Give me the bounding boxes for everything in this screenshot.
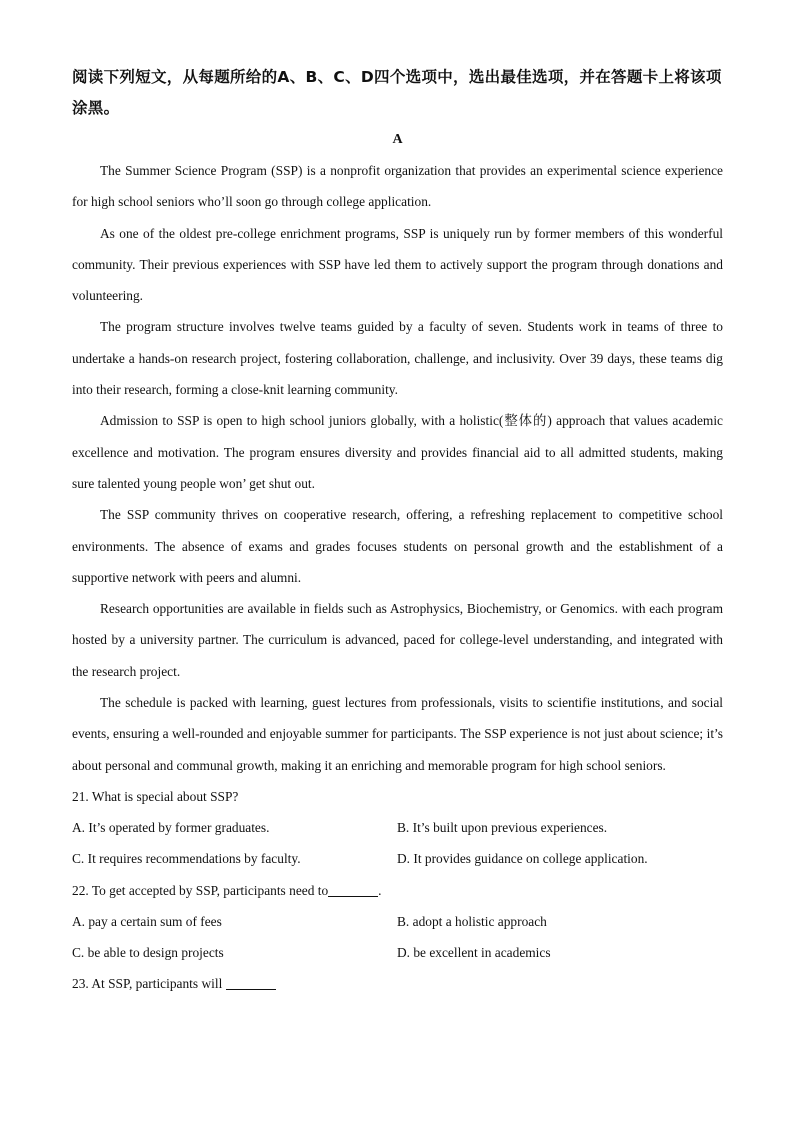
exam-page [72,62,723,999]
option-a: A. pay a certain sum of fees [72,913,222,929]
passage-paragraph: Research opportunities are available in fields such as Astrophysics, Biochemistry, or Genomics. with each program hosted by a university partner. The curriculum is advanced, paced for college-level understanding, and integrated with the research project. [72,601,723,679]
passage [72,155,723,781]
question-stem: 21. What is special about SSP? [72,788,239,804]
question-23 [72,968,723,999]
answer-blank [328,882,378,896]
option-a: A. It’s operated by former graduates. [72,820,270,836]
passage-paragraph: The schedule is packed with learning, guest lectures from professionals, visits to scientifie institutions, and social events, ensuring a well-rounded and enjoyable summer for participants. The SSP experience is not just about science; it’s about personal and communal growth, making it an enriching and memorable program for high school seniors. [72,695,723,773]
question-stem-wrapper: 22. To get accepted by SSP, participants need to . [72,882,382,898]
question-stem: 22. To get accepted by SSP, participants need to [72,882,329,898]
passage-paragraph: Admission to SSP is open to high school juniors globally, with a holistic(整体的) approach that values academic excellence and motivation. The program ensures diversity and provides financial aid to all admitted students, making sure talented young people won’ get shut out. [72,413,723,491]
option-c: C. be able to design projects [72,944,224,960]
passage-paragraph: The program structure involves twelve teams guided by a faculty of seven. Students work in teams of three to undertake a hands-on research project, fostering collaboration, challenge, and inclusivity. Over 39 days, these teams dig into their research, forming a close-knit learning community. [72,319,723,398]
option-b: B. adopt a holistic approach [397,913,547,929]
passage-paragraph: The SSP community thrives on cooperative research, offering, a refreshing replacement to competitive school environments. The absence of exams and grades focuses students on personal growth and the establishment of a supportive network with peers and alumni. [72,507,723,585]
option-d: D. It provides guidance on college application. [397,851,648,867]
option-c: C. It requires recommendations by faculty. [72,851,301,867]
question-21 [72,781,723,875]
passage-paragraph: The Summer Science Program (SSP) is a nonprofit organization that provides an experimental science experience for high school seniors who’ll soon go through college application. [72,163,723,210]
section-title: A [392,132,403,147]
question-stem: 23. At SSP, participants will [72,976,223,992]
question-stem-wrapper [72,968,723,999]
passage-paragraph: As one of the oldest pre-college enrichment programs, SSP is uniquely run by former members of this wonderful community. Their previous experiences with SSP have led them to actively support the program through donations and volunteering. [72,225,723,304]
question-22 [72,875,723,969]
answer-blank [226,976,276,990]
option-d: D. be excellent in academics [397,944,551,960]
option-b: B. It’s built upon previous experiences. [397,820,608,836]
instruction-text: 阅读下列短文，从每题所给的A、B、C、D四个选项中，选出最佳选项，并在答题卡上将该项涂黑。 [72,68,722,117]
